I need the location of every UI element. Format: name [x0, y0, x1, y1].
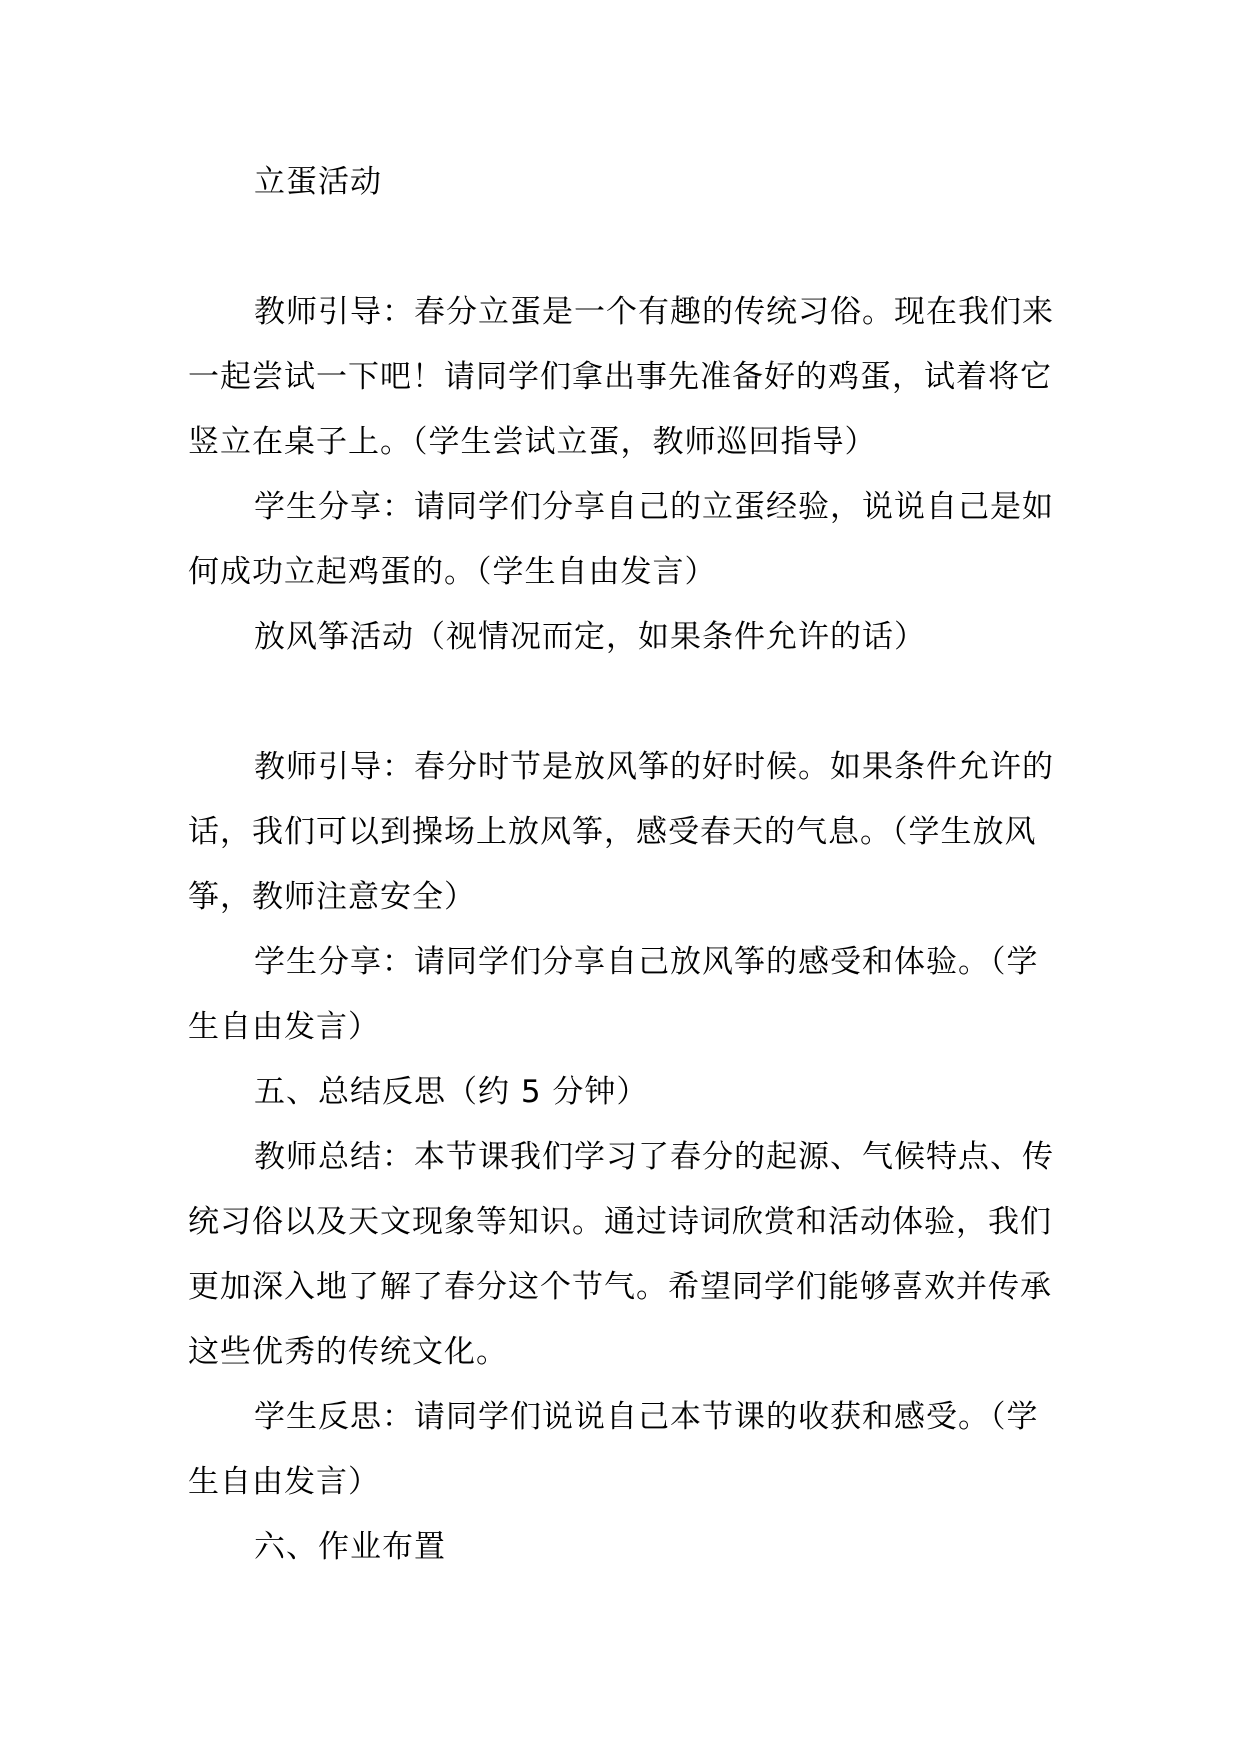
document-body [188, 150, 1056, 1580]
paragraph-student-share-egg: 学生分享：请同学们分享自己的立蛋经验，说说自己是如何成功立起鸡蛋的。（学生自由发言） [188, 489, 1054, 590]
paragraph-egg-activity-heading: 立蛋活动 [254, 164, 382, 200]
paragraph-teacher-guide-kite: 教师引导：春分时节是放风筝的好时候。如果条件允许的话，我们可以到操场上放风筝，感受春天的气息。（学生放风筝，教师注意安全） [188, 749, 1054, 915]
paragraph-student-reflection: 学生反思：请同学们说说自己本节课的收获和感受。（学生自由发言） [188, 1399, 1039, 1500]
paragraph-student-share-kite: 学生分享：请同学们分享自己放风筝的感受和体验。（学生自由发言） [188, 944, 1039, 1045]
paragraph-kite-activity-heading: 放风筝活动（视情况而定，如果条件允许的话） [254, 619, 926, 655]
section-heading-summary: 五、总结反思（约 5 分钟） [254, 1074, 649, 1110]
section-heading-homework: 六、作业布置 [254, 1529, 446, 1565]
paragraph-teacher-guide-egg: 教师引导：春分立蛋是一个有趣的传统习俗。现在我们来一起尝试一下吧！请同学们拿出事先准备好的鸡蛋，试着将它竖立在桌子上。（学生尝试立蛋，教师巡回指导） [188, 294, 1054, 460]
blank-line [188, 215, 1056, 280]
paragraph-teacher-summary: 教师总结：本节课我们学习了春分的起源、气候特点、传统习俗以及天文现象等知识。通过诗词欣赏和活动体验，我们更加深入地了解了春分这个节气。希望同学们能够喜欢并传承这些优秀的传统文化。 [188, 1139, 1054, 1370]
blank-line [188, 670, 1056, 735]
